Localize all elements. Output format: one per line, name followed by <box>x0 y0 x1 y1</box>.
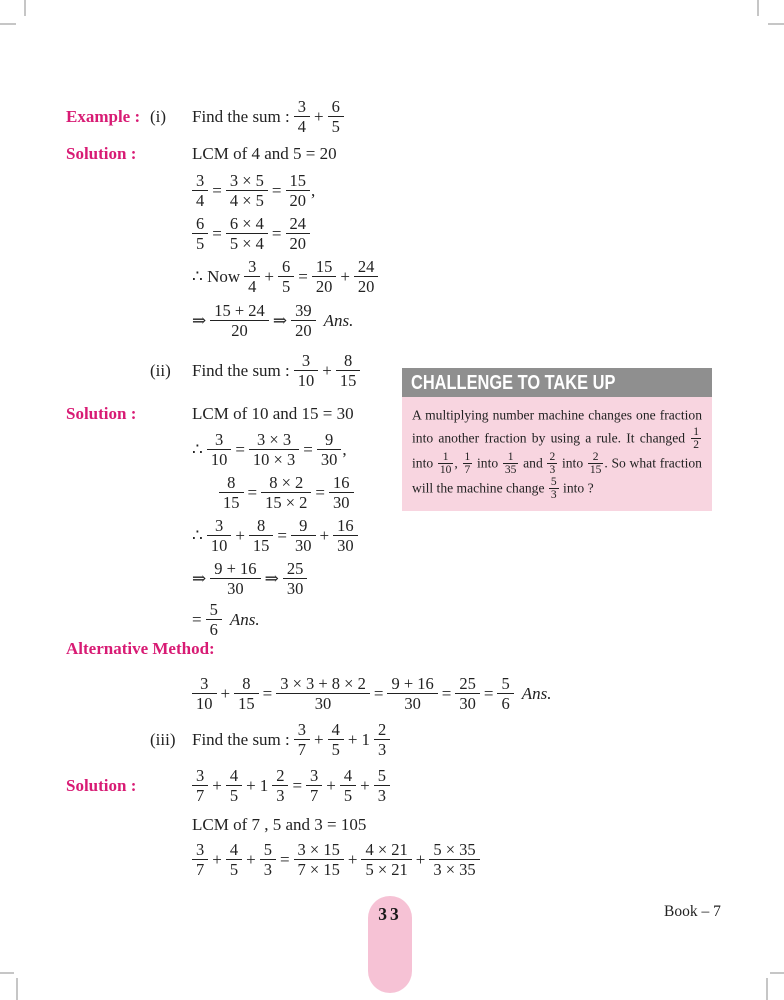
fraction: $\frac{2}{3}$ <box>549 451 556 477</box>
math-expression: ∴ $\frac{3}{10}$ = $\frac{3 \times 3}{10 \times 3}$ = $\frac{9}{30}$ , <box>192 430 347 470</box>
math-expression: $\frac{3}{7}$ + $\frac{4}{5}$ + $\frac{5}{3}$ = $\frac{3 \times 15}{7 \times 15}$ + $\frac{4 \times 21}{5 \times 21}$ + $\frac{5 \times 35}{3 \times 35}$ <box>190 849 482 868</box>
fraction: $\frac{8}{15}$ <box>336 351 361 391</box>
fraction: $\frac{1}{35}$ <box>504 451 517 477</box>
page-number: 33 <box>378 904 402 924</box>
crop-mark-bottom-right <box>770 972 784 974</box>
fraction: $\frac{3}{4}$ <box>244 257 260 297</box>
fraction: $\frac{2}{15}$ <box>589 451 602 477</box>
fraction: $\frac{3}{7}$ <box>306 766 322 806</box>
fraction: $\frac{8}{15}$ <box>249 516 274 556</box>
fraction: $\frac{3}{7}$ <box>192 840 208 880</box>
fraction: $\frac{3}{7}$ <box>192 766 208 806</box>
math-line <box>0 171 784 211</box>
math-expression: LCM of 4 and 5 = 20 <box>192 144 337 164</box>
fraction: $\frac{39}{20}$ <box>291 301 316 341</box>
challenge-header <box>402 368 712 397</box>
fraction: $\frac{5 \times 35}{3 \times 35}$ <box>429 840 479 880</box>
math-line <box>0 97 784 137</box>
fraction: $\frac{4}{5}$ <box>226 840 242 880</box>
math-expression: = $\frac{5}{6}$ Ans. <box>192 600 260 640</box>
fraction: $\frac{5}{3}$ <box>374 766 390 806</box>
fraction: $\frac{15}{20}$ <box>312 257 337 297</box>
fraction: $\frac{5}{6}$ <box>497 674 513 714</box>
fraction: $\frac{6}{5}$ <box>192 214 208 254</box>
fraction: $\frac{3 \times 3}{10 \times 3}$ <box>249 430 299 470</box>
fraction: $\frac{2}{3}$ <box>374 720 390 760</box>
fraction: $\frac{25}{30}$ <box>283 559 308 599</box>
item-marker: (ii) <box>150 360 171 380</box>
fraction: $\frac{1}{10}$ <box>439 451 452 477</box>
fraction: $\frac{3}{10}$ <box>294 351 319 391</box>
fraction: $\frac{1}{7}$ <box>464 451 471 477</box>
fraction: $\frac{3}{7}$ <box>294 720 310 760</box>
fraction: $\frac{6}{5}$ <box>328 97 344 137</box>
item-marker: (i) <box>150 106 167 126</box>
crop-mark-top-left <box>24 0 26 16</box>
math-line <box>0 766 784 806</box>
fraction: $\frac{4}{5}$ <box>340 766 356 806</box>
fraction: $\frac{3 \times 5}{4 \times 5}$ <box>226 171 268 211</box>
math-expression: $\frac{6}{5}$ = $\frac{6 \times 4}{5 \times 4}$ = $\frac{24}{20}$ <box>190 223 312 242</box>
math-line <box>0 840 784 880</box>
crop-mark-bottom-right <box>766 978 768 1000</box>
math-expression: ∴ Now $\frac{3}{4}$ + $\frac{6}{5}$ = $\frac{15}{20}$ + $\frac{24}{20}$ <box>190 266 380 285</box>
math-line <box>0 257 784 297</box>
fraction: $\frac{5}{6}$ <box>206 600 222 640</box>
fraction: $\frac{3}{4}$ <box>192 171 208 211</box>
fraction: $\frac{6}{5}$ <box>278 257 294 297</box>
fraction: $\frac{5}{3}$ <box>550 476 557 502</box>
fraction: $\frac{9}{30}$ <box>317 430 342 470</box>
math-line <box>0 674 784 714</box>
math-expression: Find the sum : $\frac{3}{4}$ + $\frac{6}{5}$ <box>190 106 346 125</box>
fraction: $\frac{16}{30}$ <box>333 516 358 556</box>
fraction: $\frac{4 \times 21}{5 \times 21}$ <box>361 840 411 880</box>
fraction: $\frac{4}{5}$ <box>328 720 344 760</box>
fraction: $\frac{8}{15}$ <box>234 674 259 714</box>
math-expression: $\frac{3}{10}$ + $\frac{8}{15}$ = $\frac{3 \times 3 + 8 \times 2}{30}$ = $\frac{9 + 16}{30}$ = $\frac{25}{30}$ = $\frac{5}{6}$ Ans. <box>190 683 553 702</box>
fraction: $\frac{3}{10}$ <box>207 516 232 556</box>
math-expression: ∴ $\frac{3}{10}$ + $\frac{8}{15}$ = $\frac{9}{30}$ + $\frac{16}{30}$ <box>190 525 360 544</box>
math-expression: Find the sum : $\frac{3}{10}$ + $\frac{8}{15}$ <box>190 360 362 379</box>
math-line <box>0 301 784 341</box>
section-label: Solution : <box>66 403 137 423</box>
fraction: $\frac{1}{2}$ <box>693 426 699 452</box>
crop-mark-top-right <box>757 0 759 16</box>
fraction: $\frac{8}{15}$ <box>219 473 244 513</box>
fraction: $\frac{15 + 24}{20}$ <box>210 301 269 341</box>
section-label: Example : <box>66 106 141 126</box>
fraction: $\frac{4}{5}$ <box>226 766 242 806</box>
math-line <box>0 720 784 760</box>
math-line <box>0 516 784 556</box>
fraction: $\frac{3}{4}$ <box>294 97 310 137</box>
item-marker: (iii) <box>150 729 176 749</box>
crop-mark-top-right <box>768 23 784 25</box>
math-expression: ⇒ $\frac{15 + 24}{20}$ ⇒ $\frac{39}{20}$ Ans. <box>192 301 354 341</box>
math-expression: $\frac{8}{15}$ = $\frac{8 \times 2}{15 \times 2}$ = $\frac{16}{30}$ <box>217 482 356 501</box>
crop-mark-top-left <box>0 23 16 25</box>
fraction: $\frac{9 + 16}{30}$ <box>210 559 260 599</box>
challenge-body-text: A multiplying number machine changes one fraction into another fraction by using a rule. It changed $\frac{1}{2}$ into $\frac{1}{10}$ , $\frac{1}{7}$ into $\frac{1}{35}$ and $\frac{2}{3}$ into $\frac{2}{15}$ . So what fraction will the machine change $\frac{5}{3}$ into ? <box>402 397 712 511</box>
fraction: $\frac{8 \times 2}{15 \times 2}$ <box>261 473 311 513</box>
fraction: $\frac{6 \times 4}{5 \times 4}$ <box>226 214 268 254</box>
fraction: $\frac{3}{10}$ <box>207 430 232 470</box>
section-label: Alternative Method: <box>66 639 215 658</box>
math-expression: LCM of 10 and 15 = 30 <box>192 404 354 424</box>
math-expression: ⇒ $\frac{9 + 16}{30}$ ⇒ $\frac{25}{30}$ <box>190 568 309 587</box>
fraction: $\frac{2}{3}$ <box>272 766 288 806</box>
fraction: $\frac{16}{30}$ <box>329 473 354 513</box>
fraction: $\frac{3 \times 15}{7 \times 15}$ <box>294 840 344 880</box>
fraction: $\frac{3 \times 3 + 8 \times 2}{30}$ <box>276 674 370 714</box>
math-line <box>0 143 784 164</box>
fraction: $\frac{3}{10}$ <box>192 674 217 714</box>
challenge-title: CHALLENGE TO TAKE UP <box>411 372 616 394</box>
math-line <box>0 559 784 599</box>
math-expression: $\frac{3}{4}$ = $\frac{3 \times 5}{4 \times 5}$ = $\frac{15}{20}$ , <box>190 180 317 199</box>
fraction: $\frac{24}{20}$ <box>354 257 379 297</box>
fraction: $\frac{9}{30}$ <box>291 516 316 556</box>
math-line <box>0 600 784 640</box>
challenge-box <box>402 368 712 511</box>
crop-mark-bottom-left <box>0 972 14 974</box>
section-label: Solution : <box>66 775 137 795</box>
math-line <box>0 214 784 254</box>
math-expression: $\frac{3}{7}$ + $\frac{4}{5}$ +1 $\frac{2}{3}$ = $\frac{3}{7}$ + $\frac{4}{5}$ + $\frac{5}{3}$ <box>190 775 392 794</box>
math-expression: LCM of 7 , 5 and 3 = 105 <box>192 815 367 835</box>
fraction: $\frac{15}{20}$ <box>286 171 311 211</box>
section-label: Solution : <box>66 143 137 163</box>
crop-mark-bottom-left <box>16 978 18 1000</box>
fraction: $\frac{25}{30}$ <box>455 674 480 714</box>
fraction: $\frac{5}{3}$ <box>260 840 276 880</box>
page-number-pill <box>368 896 412 993</box>
book-label: Book – 7 <box>664 903 721 920</box>
fraction: $\frac{9 + 16}{30}$ <box>387 674 437 714</box>
math-expression: Find the sum : $\frac{3}{7}$ + $\frac{4}{5}$ +1 $\frac{2}{3}$ <box>190 729 392 748</box>
fraction: $\frac{24}{20}$ <box>286 214 311 254</box>
math-line <box>0 814 784 835</box>
